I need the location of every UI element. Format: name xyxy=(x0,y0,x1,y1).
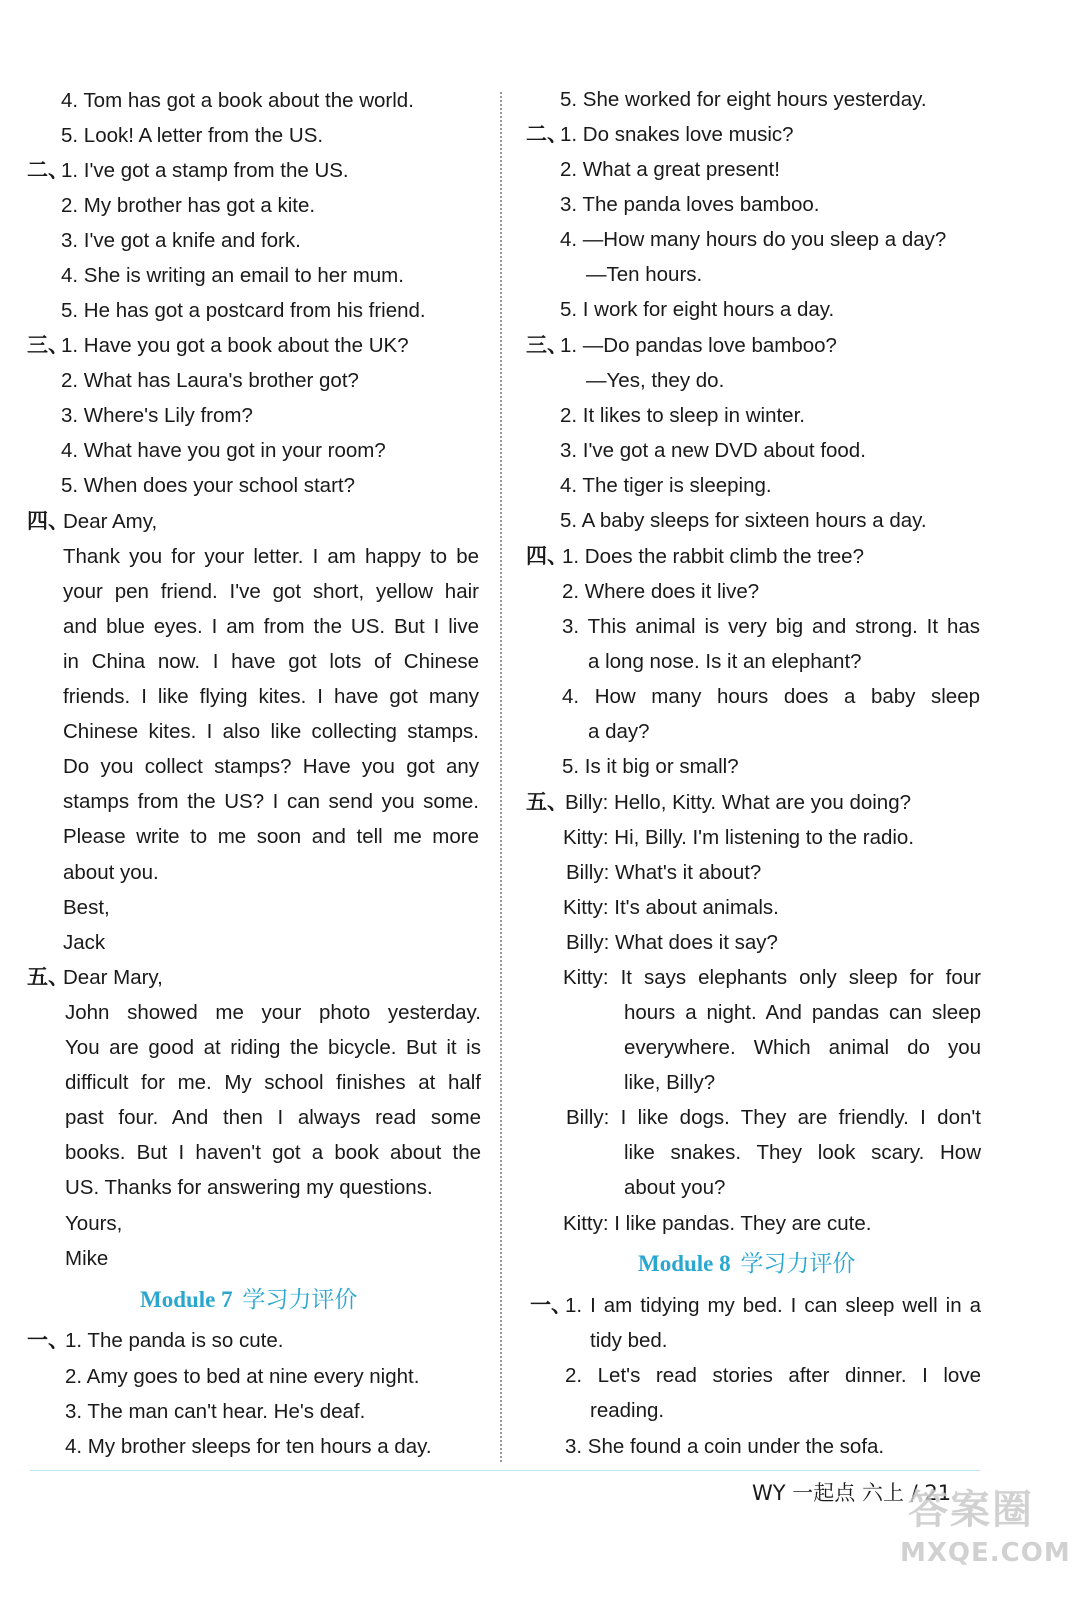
letter-closing: Best, xyxy=(63,896,110,919)
dialogue-line: Billy: What's it about? xyxy=(566,861,762,884)
dialogue-line: Billy: I like dogs. They are friendly. I don't xyxy=(566,1106,981,1129)
section-marker-3: 三、 xyxy=(526,333,568,357)
section-marker-5: 五、 xyxy=(526,790,568,814)
section-marker-2: 二、 xyxy=(27,158,69,182)
answer-line: —Ten hours. xyxy=(586,263,703,286)
letter-line: your pen friend. I've got short, yellow hair xyxy=(63,580,479,603)
answer-line: 3. This animal is very big and strong. It has xyxy=(562,615,980,638)
answer-line: 4. My brother sleeps for ten hours a day. xyxy=(65,1435,432,1458)
answer-line: 5. Is it big or small? xyxy=(562,755,739,778)
letter-line: Do you collect stamps? Have you got any xyxy=(63,755,479,778)
letter-line: Chinese kites. I also like collecting stamps. xyxy=(63,720,479,743)
letter-signature: Mike xyxy=(65,1247,109,1270)
answer-line: —Yes, they do. xyxy=(586,369,725,392)
answer-line: 5. Look! A letter from the US. xyxy=(61,124,324,147)
dialogue-line: like, Billy? xyxy=(624,1071,716,1094)
section-marker-1: 一、 xyxy=(27,1328,69,1352)
answer-line: 3. The man can't hear. He's deaf. xyxy=(65,1400,366,1423)
dialogue-line: Kitty: It says elephants only sleep for four xyxy=(563,966,981,989)
section-marker-1: 一、 xyxy=(530,1293,572,1317)
letter-line: difficult for me. My school finishes at half xyxy=(65,1071,481,1094)
section-marker-4: 四、 xyxy=(526,544,568,568)
module-8-heading xyxy=(638,1246,855,1282)
answer-line: 5. When does your school start? xyxy=(61,474,355,497)
section-marker-4: 四、 xyxy=(27,509,69,533)
answer-line: 5. He has got a postcard from his friend. xyxy=(61,299,426,322)
watermark-logo-text: 答案圈 xyxy=(908,1487,1034,1533)
column-divider xyxy=(500,92,502,1462)
dialogue-line: everywhere. Which animal do you xyxy=(624,1036,981,1059)
answer-line: 3. Where's Lily from? xyxy=(61,404,253,427)
answer-line: 2. My brother has got a kite. xyxy=(61,194,316,217)
answer-line: 2. What a great present! xyxy=(560,158,780,181)
section-marker-2: 二、 xyxy=(526,122,568,146)
answer-line: 4. —How many hours do you sleep a day? xyxy=(560,228,947,251)
module-7-heading-en: Module 7 xyxy=(140,1287,233,1312)
module-7-heading xyxy=(140,1282,357,1318)
watermark-url: MXQE.COM xyxy=(900,1538,1071,1568)
letter-greeting: Dear Amy, xyxy=(63,510,158,533)
answer-line: 3. She found a coin under the sofa. xyxy=(565,1435,885,1458)
dialogue-line: about you? xyxy=(624,1176,726,1199)
answer-line: 4. How many hours does a baby sleep xyxy=(562,685,980,708)
letter-line: You are good at riding the bicycle. But it is xyxy=(65,1036,481,1059)
answer-line: a day? xyxy=(588,720,650,743)
site-watermark xyxy=(900,1470,1075,1590)
letter-line: about you. xyxy=(63,861,159,884)
letter-line: Thank you for your letter. I am happy to be xyxy=(63,545,479,568)
answer-line: 5. She worked for eight hours yesterday. xyxy=(560,88,927,111)
dialogue-line: hours a night. And pandas can sleep xyxy=(624,1001,981,1024)
answer-line: 3. I've got a new DVD about food. xyxy=(560,439,866,462)
answer-line: 2. Where does it live? xyxy=(562,580,760,603)
letter-line: US. Thanks for answering my questions. xyxy=(65,1176,433,1199)
answer-line: 2. Let's read stories after dinner. I love xyxy=(565,1364,981,1387)
answer-line: 1. I am tidying my bed. I can sleep well in a xyxy=(565,1294,981,1317)
answer-line: 3. The panda loves bamboo. xyxy=(560,193,820,216)
dialogue-line: Billy: What does it say? xyxy=(566,931,778,954)
letter-line: stamps from the US? I can send you some. xyxy=(63,790,479,813)
answer-line: reading. xyxy=(590,1399,665,1422)
answer-line: 2. It likes to sleep in winter. xyxy=(560,404,805,427)
answer-line: 4. She is writing an email to her mum. xyxy=(61,264,404,287)
letter-line: past four. And then I always read some xyxy=(65,1106,481,1129)
letter-line: books. But I haven't got a book about the xyxy=(65,1141,481,1164)
letter-line: and blue eyes. I am from the US. But I live xyxy=(63,615,479,638)
answer-line: 2. Amy goes to bed at nine every night. xyxy=(65,1365,420,1388)
answer-line: 4. The tiger is sleeping. xyxy=(560,474,772,497)
answer-line: 2. What has Laura's brother got? xyxy=(61,369,359,392)
module-7-heading-cn: 学习力评价 xyxy=(242,1287,358,1313)
dialogue-line: like snakes. They look scary. How xyxy=(624,1141,981,1164)
letter-line: Please write to me soon and tell me more xyxy=(63,825,479,848)
letter-signature: Jack xyxy=(63,931,106,954)
dialogue-line: Kitty: It's about animals. xyxy=(563,896,779,919)
section-marker-5: 五、 xyxy=(27,965,69,989)
answer-line: 5. I work for eight hours a day. xyxy=(560,298,835,321)
answer-line: 1. The panda is so cute. xyxy=(65,1329,284,1352)
letter-closing: Yours, xyxy=(65,1212,123,1235)
dialogue-line: Kitty: Hi, Billy. I'm listening to the radio. xyxy=(563,826,915,849)
letter-line: John showed me your photo yesterday. xyxy=(65,1001,481,1024)
letter-line: friends. I like flying kites. I have got many xyxy=(63,685,479,708)
footer-rule xyxy=(30,1470,980,1471)
dialogue-line: Kitty: I like pandas. They are cute. xyxy=(563,1212,872,1235)
page-footer: WY 一起点 六上 / 21 xyxy=(752,1481,952,1505)
module-8-heading-cn: 学习力评价 xyxy=(740,1251,856,1277)
letter-line: in China now. I have got lots of Chinese xyxy=(63,650,479,673)
answer-line: a long nose. Is it an elephant? xyxy=(588,650,862,673)
answer-line: 1. I've got a stamp from the US. xyxy=(61,159,349,182)
answer-line: 1. —Do pandas love bamboo? xyxy=(560,334,837,357)
module-8-heading-en: Module 8 xyxy=(638,1251,731,1276)
section-marker-3: 三、 xyxy=(27,333,69,357)
answer-line: tidy bed. xyxy=(590,1329,668,1352)
dialogue-line: Billy: Hello, Kitty. What are you doing? xyxy=(565,791,911,814)
answer-line: 5. A baby sleeps for sixteen hours a day. xyxy=(560,509,927,532)
answer-line: 1. Do snakes love music? xyxy=(560,123,794,146)
letter-greeting: Dear Mary, xyxy=(63,966,163,989)
answer-line: 1. Does the rabbit climb the tree? xyxy=(562,545,864,568)
answer-line: 4. Tom has got a book about the world. xyxy=(61,89,414,112)
answer-line: 3. I've got a knife and fork. xyxy=(61,229,301,252)
answer-line: 4. What have you got in your room? xyxy=(61,439,386,462)
answer-line: 1. Have you got a book about the UK? xyxy=(61,334,409,357)
